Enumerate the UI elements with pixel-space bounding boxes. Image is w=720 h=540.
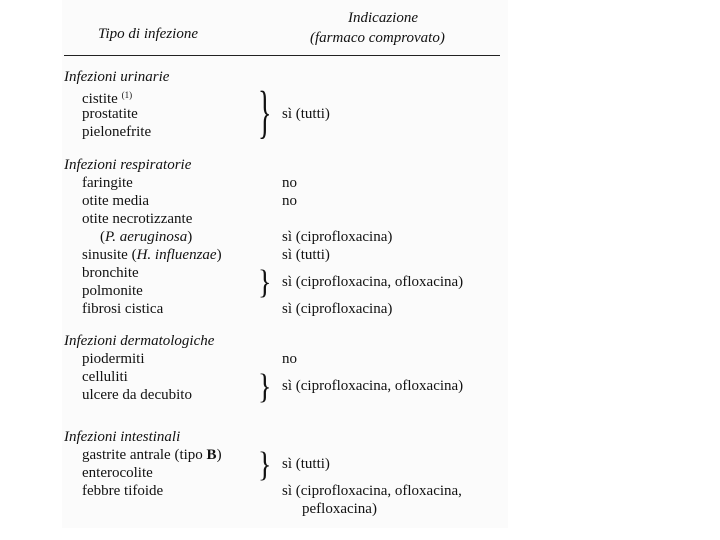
indication-febbre-tifoide: sì (ciprofloxacina, ofloxacina, [282, 483, 462, 499]
group-title-dermatologiche: Infezioni dermatologiche [64, 333, 215, 349]
paren-close: ) [216, 447, 222, 463]
footnote-marker: (1) [121, 90, 133, 100]
organism-h-influenzae: H. influenzae [136, 247, 217, 263]
paren-open: ( [100, 229, 105, 245]
indication-urinarie: sì (tutti) [282, 106, 330, 122]
row-fibrosi-cistica: fibrosi cistica [82, 301, 164, 317]
label-tipo-b: B [206, 447, 217, 463]
indication-otite-necrotizzante: sì (ciprofloxacina) [282, 229, 393, 245]
label-gastrite-antrale: gastrite antrale (tipo [82, 447, 207, 463]
row-cistite [82, 87, 132, 108]
column-header-indicazione-sub: (farmaco comprovato) [310, 30, 445, 46]
row-enterocolite: enterocolite [82, 465, 153, 481]
group-title-intestinali: Infezioni intestinali [64, 429, 181, 445]
label-sinusite: sinusite ( [82, 247, 137, 263]
indication-febbre-tifoide-cont: pefloxacina) [302, 501, 377, 517]
row-p-aeruginosa [100, 229, 192, 246]
row-ulcere-da-decubito: ulcere da decubito [82, 387, 192, 403]
brace-bronchite-polmonite: } [258, 262, 272, 301]
row-bronchite: bronchite [82, 265, 139, 281]
indication-bronchite-polmonite: sì (ciprofloxacina, ofloxacina) [282, 274, 464, 290]
row-gastrite-antrale [82, 447, 222, 464]
brace-intestinali: } [258, 444, 272, 484]
indication-sinusite: sì (tutti) [282, 247, 330, 263]
organism-p-aeruginosa: P. aeruginosa [105, 229, 188, 245]
header-rule [64, 55, 500, 56]
indication-fibrosi-cistica: sì (ciprofloxacina) [282, 301, 393, 317]
row-otite-media: otite media [82, 193, 150, 209]
brace-dermatologiche: } [258, 366, 272, 406]
indication-piodermiti: no [282, 351, 297, 367]
row-febbre-tifoide: febbre tifoide [82, 483, 164, 499]
paren-close: ) [187, 229, 193, 245]
column-header-tipo: Tipo di infezione [98, 26, 199, 42]
row-prostatite: prostatite [82, 106, 138, 122]
group-title-respiratorie: Infezioni respiratorie [64, 157, 192, 173]
brace-urinarie: } [258, 78, 272, 144]
row-piodermiti: piodermiti [82, 351, 145, 367]
indication-otite-media: no [282, 193, 297, 209]
row-faringite: faringite [82, 175, 133, 191]
indication-celluliti-ulcere: sì (ciprofloxacina, ofloxacina) [282, 378, 464, 394]
row-polmonite: polmonite [82, 283, 143, 299]
indication-gastrite-enterocolite: sì (tutti) [282, 456, 330, 472]
row-pielonefrite: pielonefrite [82, 124, 152, 140]
label-cistite: cistite [82, 91, 118, 107]
row-otite-necrotizzante: otite necrotizzante [82, 211, 193, 227]
column-header-indicazione: Indicazione [348, 10, 418, 26]
row-sinusite [82, 247, 222, 264]
row-celluliti: celluliti [82, 369, 128, 385]
group-title-urinarie: Infezioni urinarie [64, 69, 170, 85]
paren-close: ) [216, 247, 222, 263]
indication-faringite: no [282, 175, 297, 191]
